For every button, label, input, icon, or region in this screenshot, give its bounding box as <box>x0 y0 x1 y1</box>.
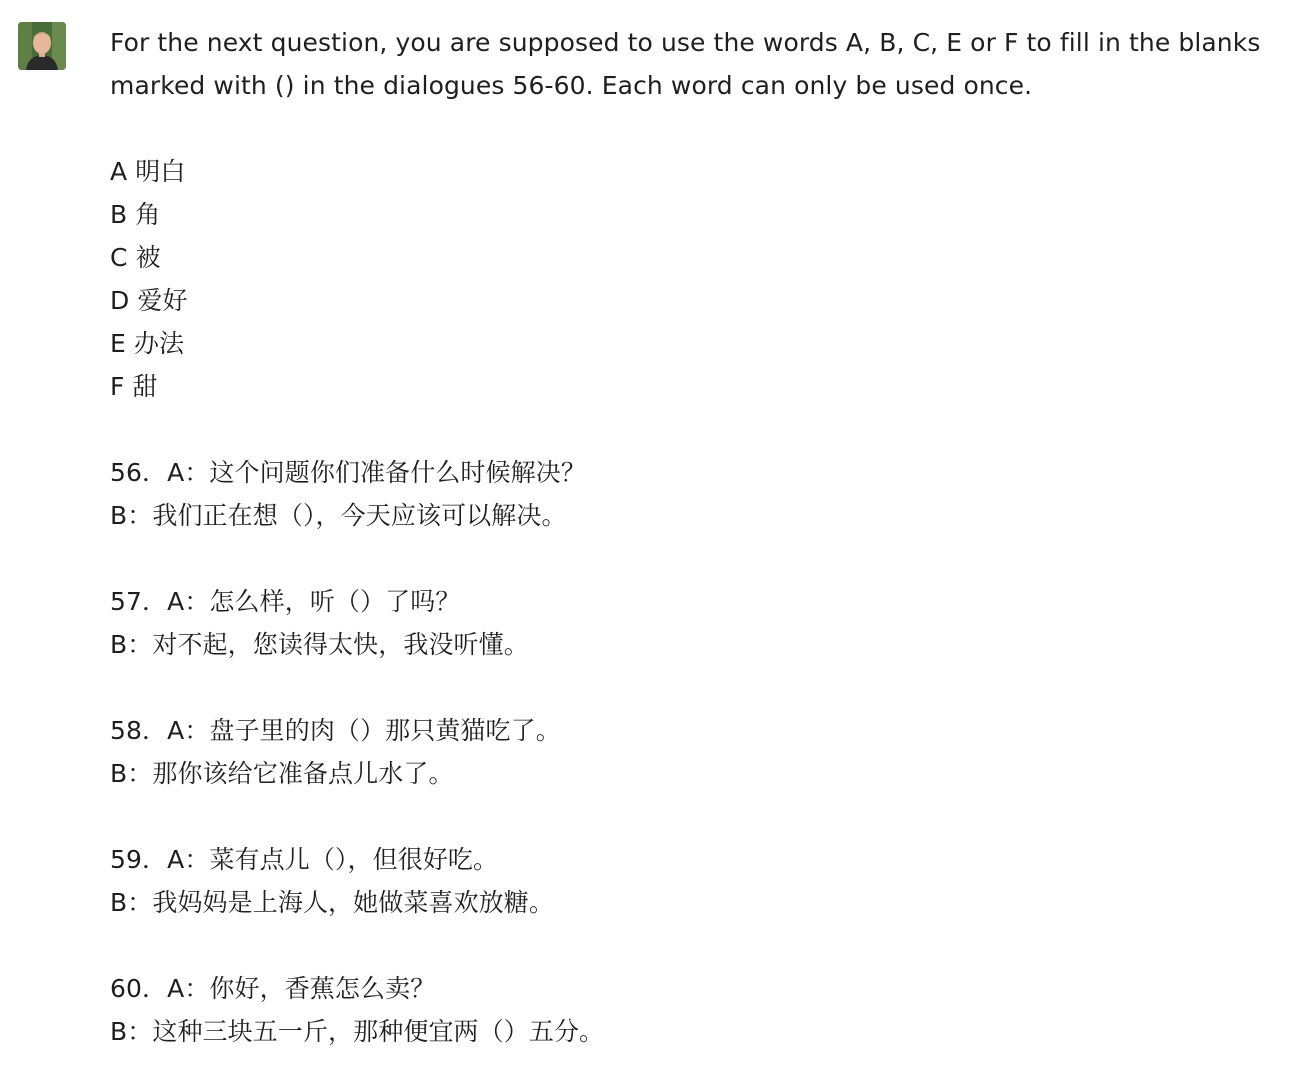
dialogue-line-a: 57．A：怎么样，听（）了吗？ <box>110 587 461 616</box>
word-option: C 被 <box>110 243 161 272</box>
dialogue-line-a: 60．A：你好，香蕉怎么卖？ <box>110 974 436 1003</box>
avatar-photo-icon <box>18 22 66 70</box>
dialogue-line-b: B：那你该给它准备点儿水了。 <box>110 759 454 788</box>
instructions-paragraph <box>110 21 1300 107</box>
dialogue-57 <box>110 580 1300 666</box>
word-option: D 爱好 <box>110 286 188 315</box>
word-option: A 明白 <box>110 157 186 186</box>
dialogue-line-b: B：对不起，您读得太快，我没听懂。 <box>110 630 529 659</box>
dialogue-56 <box>110 451 1300 537</box>
dialogue-59 <box>110 838 1300 924</box>
dialogue-line-a: 59．A：菜有点儿（），但很好吃。 <box>110 845 499 874</box>
user-avatar <box>18 22 66 70</box>
dialogue-line-b: B：这种三块五一斤，那种便宜两（）五分。 <box>110 1017 605 1046</box>
word-option: E 办法 <box>110 329 185 358</box>
instructions-line: marked with () in the dialogues 56-60. Each word can only be used once. <box>110 71 1033 100</box>
dialogue-line-a: 58．A：盘子里的肉（）那只黄猫吃了。 <box>110 716 561 745</box>
dialogue-line-b: B：我们正在想（），今天应该可以解决。 <box>110 501 567 530</box>
dialogue-60 <box>110 967 1300 1053</box>
word-options-list <box>110 150 1300 408</box>
dialogue-58 <box>110 709 1300 795</box>
instructions-line: For the next question, you are supposed to use the words A, B, C, E or F to fill in the blanks <box>110 28 1261 57</box>
word-option: B 角 <box>110 200 161 229</box>
dialogue-line-a: 56．A：这个问题你们准备什么时候解决？ <box>110 458 586 487</box>
dialogue-line-b: B：我妈妈是上海人，她做菜喜欢放糖。 <box>110 888 554 917</box>
message-body <box>110 21 1300 1053</box>
word-option: F 甜 <box>110 372 158 401</box>
